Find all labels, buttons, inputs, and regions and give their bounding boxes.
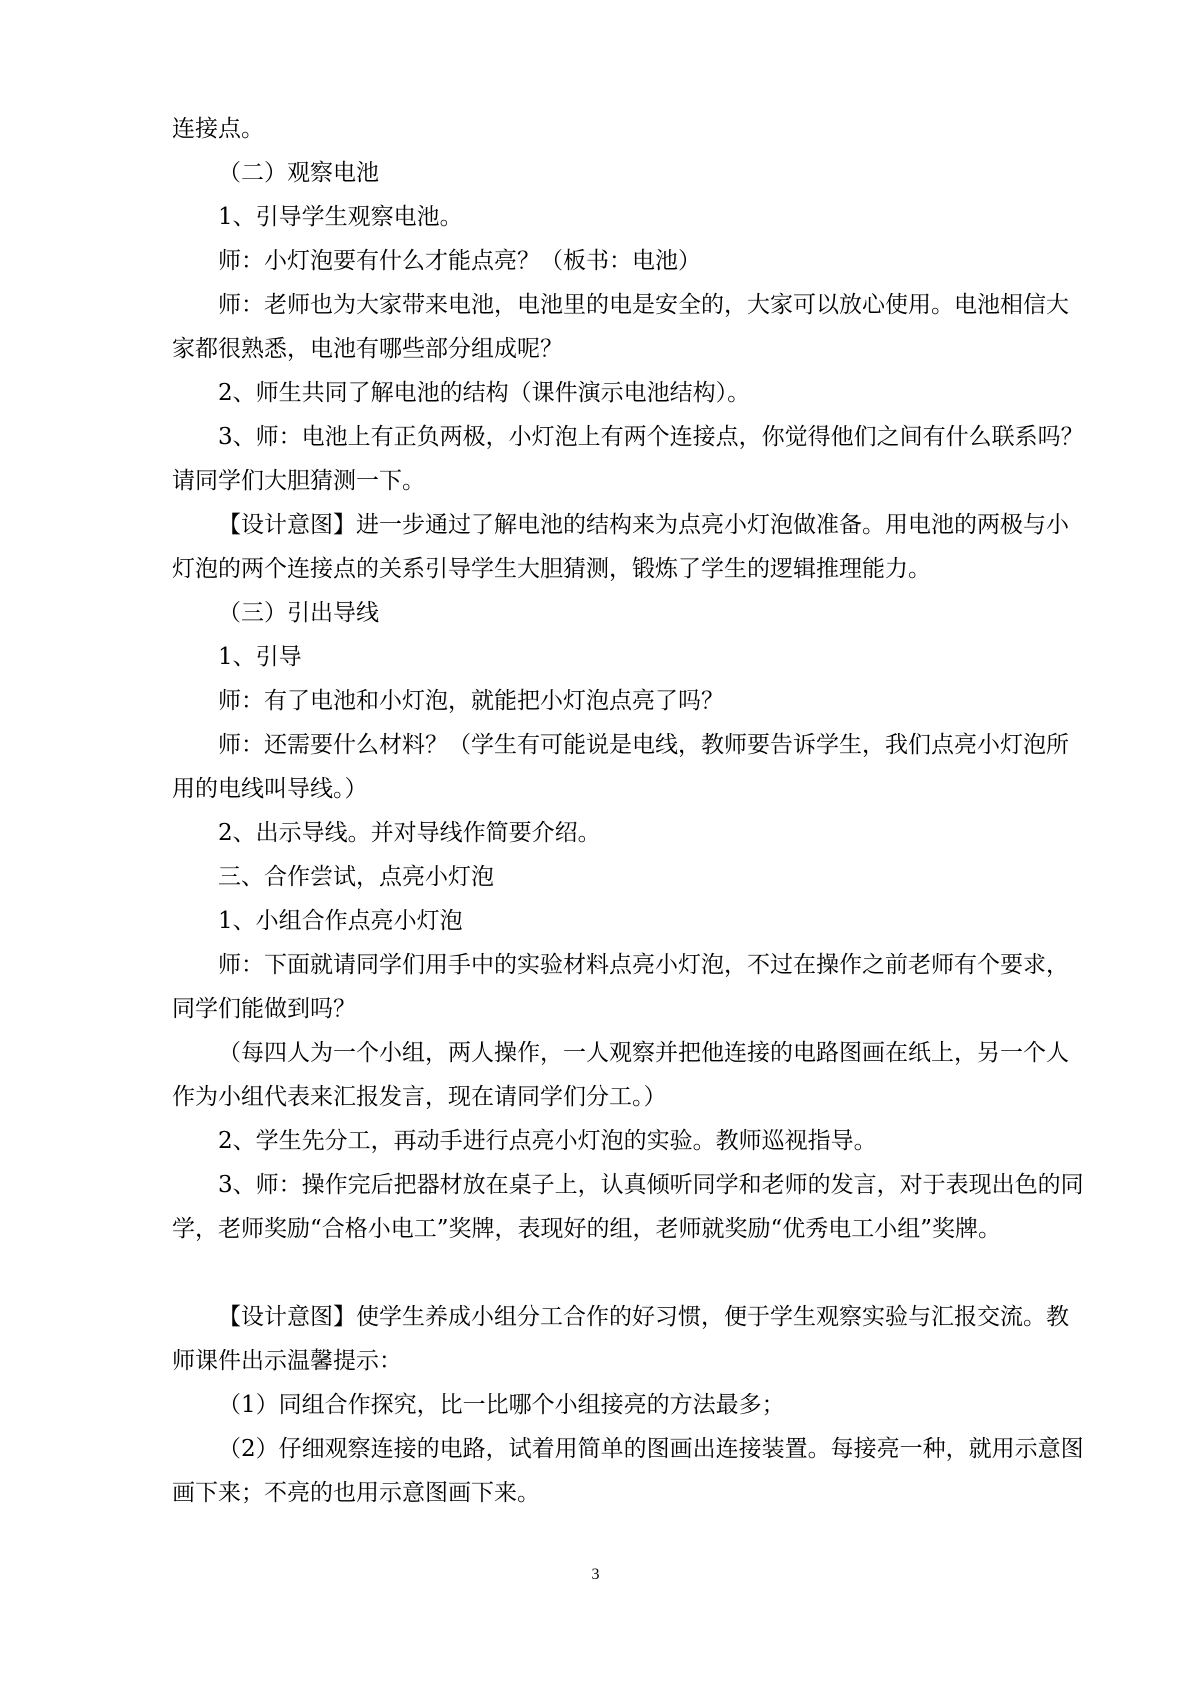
step-guide: 1、引导	[218, 644, 302, 670]
teacher-battery-intro: 师：老师也为大家带来电池，电池里的电是安全的，大家可以放心使用。电池相信大家都很熟悉，电池有哪些部分组成呢？	[172, 292, 1069, 362]
section-heading-cooperate: 三、合作尝试，点亮小灯泡	[218, 864, 494, 890]
step-battery-poles: 3、师：电池上有正负两极，小灯泡上有两个连接点，你觉得他们之间有什么联系吗？请同学们大胆猜测一下。	[172, 424, 1084, 494]
step-battery-structure: 2、师生共同了解电池的结构（课件演示电池结构）。	[218, 380, 751, 406]
page-number: 3	[591, 1566, 600, 1583]
step-reward: 3、师：操作完后把器材放在桌子上，认真倾听同学和老师的发言，对于表现出色的同学，老师奖励“合格小电工”奖牌，表现好的组，老师就奖励“优秀电工小组”奖牌。	[172, 1172, 1084, 1242]
step-experiment: 2、学生先分工，再动手进行点亮小灯泡的实验。教师巡视指导。	[218, 1128, 877, 1154]
teacher-question-light: 师：有了电池和小灯泡，就能把小灯泡点亮了吗？	[218, 688, 724, 714]
teacher-requirement: 师：下面就请同学们用手中的实验材料点亮小灯泡，不过在操作之前老师有个要求，同学们能做到吗？	[172, 952, 1069, 1022]
teacher-question-material: 师：还需要什么材料？（学生有可能说是电线，教师要告诉学生，我们点亮小灯泡所用的电线叫导线。）	[172, 732, 1069, 802]
tip-item-1: （1）同组合作探究，比一比哪个小组接亮的方法最多；	[218, 1392, 785, 1418]
step-group-work: 1、小组合作点亮小灯泡	[218, 908, 463, 934]
design-intent-1: 【设计意图】进一步通过了解电池的结构来为点亮小灯泡做准备。用电池的两极与小灯泡的两个连接点的关系引导学生大胆猜测，锻炼了学生的逻辑推理能力。	[172, 512, 1069, 582]
section-heading-wires: （三）引出导线	[218, 600, 379, 626]
step-guide-observe-battery: 1、引导学生观察电池。	[218, 204, 463, 230]
teacher-question-bulb: 师：小灯泡要有什么才能点亮？（板书：电池）	[218, 248, 701, 274]
step-show-wires: 2、出示导线。并对导线作简要介绍。	[218, 820, 601, 846]
tip-item-2: （2）仔细观察连接的电路，试着用简单的图画出连接装置。每接亮一种，就用示意图画下来；不亮的也用示意图画下来。	[172, 1436, 1084, 1506]
design-intent-2: 【设计意图】使学生养成小组分工合作的好习惯，便于学生观察实验与汇报交流。教师课件出示温馨提示：	[172, 1304, 1069, 1374]
section-heading-observe-battery: （二）观察电池	[218, 160, 379, 186]
paragraph-continuation: 连接点。	[172, 116, 264, 142]
group-division-note: （每四人为一个小组，两人操作，一人观察并把他连接的电路图画在纸上，另一个人作为小组代表来汇报发言，现在请同学们分工。）	[172, 1040, 1069, 1110]
